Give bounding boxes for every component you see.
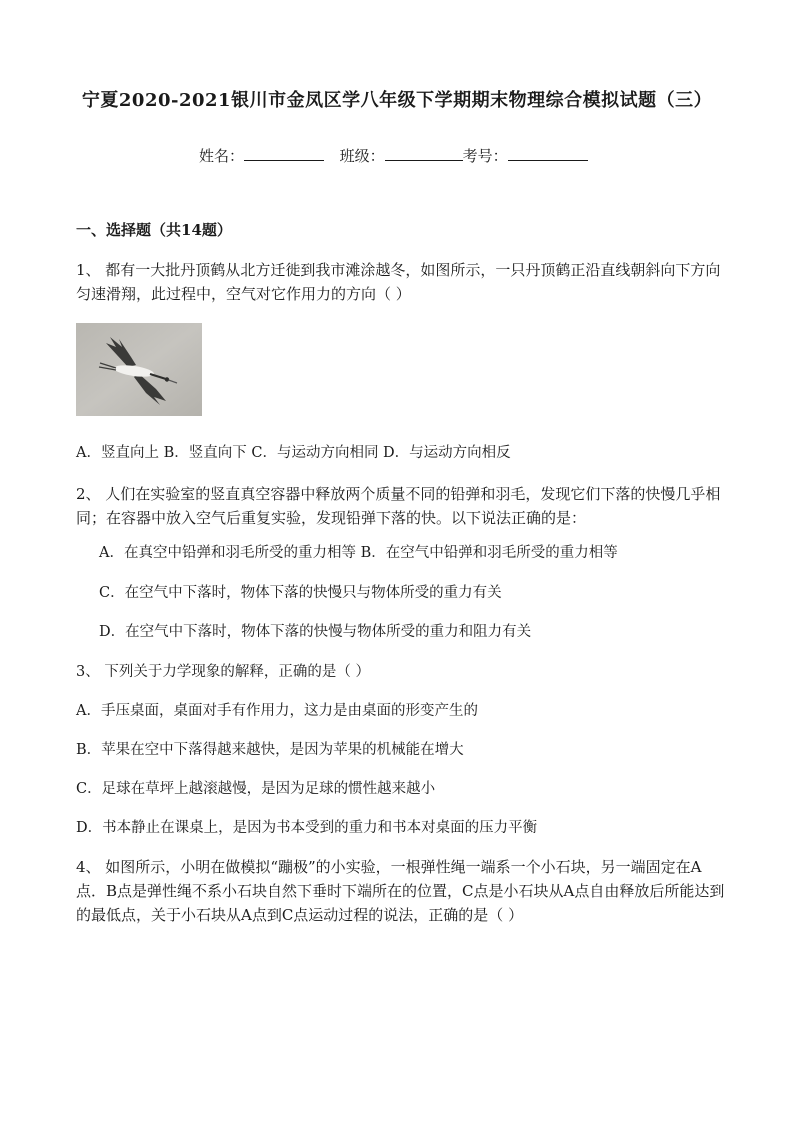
question-1-options: A．竖直向上 B．竖直向下 C．与运动方向相同 D．与运动方向相反 <box>76 445 511 461</box>
question-2-option-d: D．在空气中下落时，物体下落的快慢与物体所受的重力和阻力有关 <box>99 624 532 640</box>
question-2-option-c: C．在空气中下落时，物体下落的快慢只与物体所受的重力有关 <box>99 585 502 601</box>
class-label: 班级： <box>339 147 385 165</box>
name-blank[interactable] <box>244 146 324 161</box>
exam-no-blank[interactable] <box>508 146 588 161</box>
question-3-option-b: B．苹果在空中下落得越来越快，是因为苹果的机械能在增大 <box>76 742 464 758</box>
question-3-option-c: C．足球在草坪上越滚越慢，是因为足球的惯性越来越小 <box>76 781 436 797</box>
question-4-stem: 4、 如图所示，小明在做模拟“蹦极”的小实验，一根弹性绳一端系一个小石块，另一端固定在A点．B点是弹性绳不系小石块自然下垂时下端所在的位置，C点是小石块从A点自由释放后所能达到的最低点，关于小石块从A点到C点运动过程的说法，正确的是（ ） <box>76 858 725 924</box>
question-3-option-d: D．书本静止在课桌上，是因为书本受到的重力和书本对桌面的压力平衡 <box>76 820 538 836</box>
crane-photo <box>76 323 202 416</box>
question-3-option-a: A．手压桌面，桌面对手有作用力，这力是由桌面的形变产生的 <box>76 703 478 719</box>
question-2-option-ab: A．在真空中铅弹和羽毛所受的重力相等 B．在空气中铅弹和羽毛所受的重力相等 <box>99 545 618 561</box>
question-1-stem: 1、 都有一大批丹顶鹤从北方迁徙到我市滩涂越冬，如图所示，一只丹顶鹤正沿直线朝斜向下方向匀速滑翔，此过程中，空气对它作用力的方向（ ） <box>76 261 721 303</box>
question-2-stem: 2、 人们在实验室的竖直真空容器中释放两个质量不同的铅弹和羽毛，发现它们下落的快慢几乎相同；在容器中放入空气后重复实验，发现铅弹下落的快。以下说法正确的是： <box>76 485 721 527</box>
exam-no-label: 考号： <box>462 147 508 165</box>
exam-title: 宁夏2020-2021银川市金凤区学八年级下学期期末物理综合模拟试题（三） <box>81 90 713 111</box>
name-label: 姓名： <box>199 147 245 165</box>
section-heading: 一、选择题（共14题） <box>76 221 232 239</box>
question-3-stem: 3、 下列关于力学现象的解释，正确的是（ ） <box>76 664 370 680</box>
student-info-row <box>199 145 588 166</box>
class-blank[interactable] <box>385 146 463 161</box>
